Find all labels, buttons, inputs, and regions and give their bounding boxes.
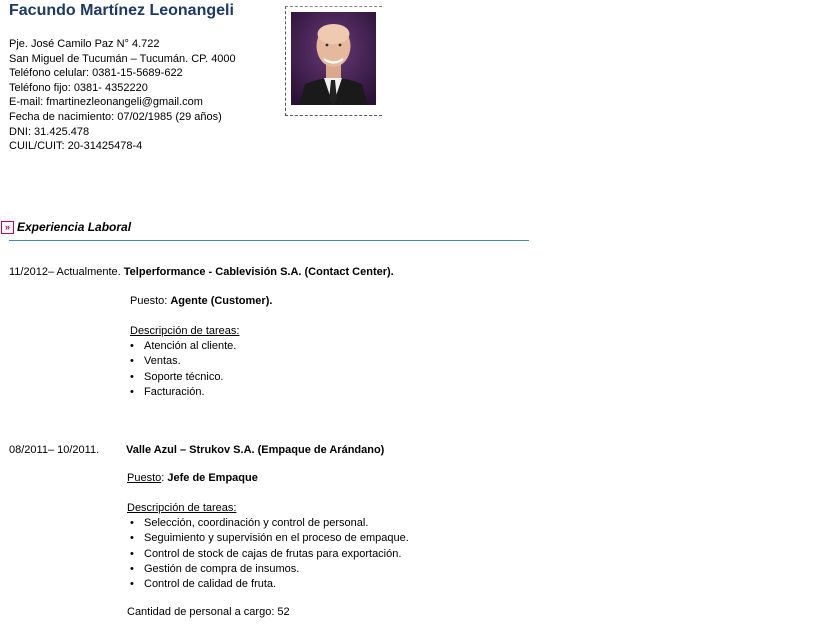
portrait-image	[291, 12, 376, 105]
job-2-tasks-label: Descripción de tareas:	[127, 502, 237, 514]
contact-mobile: Teléfono celular: 0381-15-5689-622	[9, 67, 183, 80]
job-1-position: Agente (Customer).	[170, 295, 273, 307]
job-1-position-label: Puesto:	[130, 295, 171, 307]
profile-photo	[291, 12, 376, 105]
contact-cuil: CUIL/CUIT: 20-31425478-4	[9, 140, 143, 153]
job-2-position-label: Puesto	[127, 472, 162, 484]
list-item: • Control de calidad de fruta.	[130, 577, 409, 592]
job-2-position: Jefe de Empaque	[167, 472, 258, 484]
section-title: Experiencia Laboral	[17, 220, 132, 234]
contact-dni: DNI: 31.425.478	[9, 125, 90, 138]
section-divider	[9, 240, 529, 241]
job-1-company: Telperformance - Cablevisión S.A. (Contact Center).	[123, 266, 394, 278]
job-1-task-list	[130, 339, 236, 400]
list-item: • Soporte técnico.	[130, 370, 236, 385]
job-2-company: Valle Azul – Strukov S.A. (Empaque de Arándano)	[126, 444, 385, 456]
contact-email: E-mail: fmartinezleonangeli@gmail.com	[9, 96, 203, 109]
contact-phone: Teléfono fijo: 0381- 4352220	[9, 81, 148, 94]
contact-birthdate: Fecha de nacimiento: 07/02/1985 (29 años)	[9, 110, 222, 123]
contact-address: Pje. José Camilo Paz N° 4.722	[9, 38, 160, 50]
list-item: • Facturación.	[130, 385, 236, 400]
job-2-task-list	[130, 516, 409, 592]
job-2-position-line	[127, 472, 258, 484]
job-1-position-line	[130, 295, 272, 307]
list-item: • Atención al cliente.	[130, 339, 236, 354]
section-marker-icon: »	[1, 221, 14, 234]
job-2-staff-note: Cantidad de personal a cargo: 52	[127, 606, 290, 618]
list-item: • Ventas.	[130, 354, 236, 369]
candidate-name: Facundo Martínez Leonangeli	[9, 2, 234, 19]
list-item: • Gestión de compra de insumos.	[130, 562, 409, 577]
list-item: • Seguimiento y supervisión en el proceso de empaque.	[130, 531, 409, 546]
list-item: • Selección, coordinación y control de personal.	[130, 516, 409, 531]
contact-info	[9, 37, 236, 154]
job-2-period: 08/2011– 10/2011.	[9, 444, 100, 456]
job-2-position-sep: :	[161, 472, 168, 484]
job-1-tasks-label: Descripción de tareas:	[130, 325, 240, 337]
contact-city: San Miguel de Tucumán – Tucumán. CP. 4000	[9, 52, 236, 65]
job-1-period: 11/2012– Actualmente.	[9, 266, 121, 278]
job-1-header	[9, 266, 394, 278]
list-item: • Control de stock de cajas de frutas para exportación.	[130, 547, 409, 562]
